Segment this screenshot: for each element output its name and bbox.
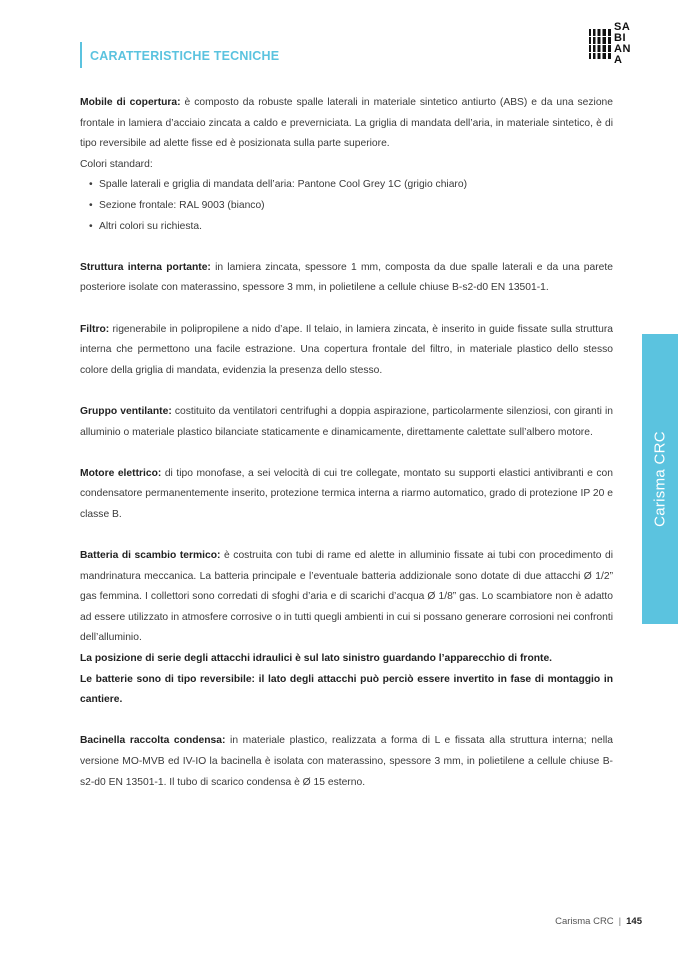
section-paragraph xyxy=(80,402,613,443)
section-text: di tipo monofase, a sei velocità di cui tre collegate, montato su supporti elastici antivibranti e con condensatore permanentemente inserito, protezione termica interna a riarmo automatico, grado di protezione IP 20 e classe B. xyxy=(80,467,613,520)
section-bacinella xyxy=(80,731,613,793)
section-ventilante xyxy=(80,402,613,443)
section-paragraph xyxy=(80,546,613,649)
section-text: in lamiera zincata, spessore 1 mm, composta da due spalle laterali e da una parete posteriore isolate con materassino, spessore 3 mm, in polietilene a cellule chiuse B-s2-d0 EN 13501-1. xyxy=(80,261,613,294)
bold-note: La posizione di serie degli attacchi idraulici è sul lato sinistro guardando l’apparecchio di fronte. xyxy=(80,653,553,665)
page-footer xyxy=(555,916,642,927)
section-text: è costruita con tubi di rame ed alette in alluminio fissate ai tubi con procedimento di mandrinatura meccanica. La batteria principale e l’eventuale batteria addizionale sono dotate di due attacchi Ø 1/2” gas femmina. I collettori sono corredati di sfoghi d’aria e di scarichi d’acqua Ø 1/8” gas. Lo scambiatore non è adatto ad essere utilizzato in atmosfere corrosive o in tutti quegli ambienti in cui si possano generare corrosioni nei confronti dell’alluminio. xyxy=(80,550,614,644)
page-title: CARATTERISTICHE TECNICHE xyxy=(90,49,280,63)
section-paragraph xyxy=(80,258,613,299)
section-text: è composto da robuste spalle laterali in materiale sintetico antiurto (ABS) e da una sezione frontale in lamiera d’acciaio zincata a caldo e preverniciata. La griglia di mandata dell’aria, in materiale sintetico, è di tipo reversibile ad alette fisse ed è posizionata sulla parte superiore. xyxy=(80,97,613,150)
footer-separator: | xyxy=(618,916,622,927)
header-accent-bar xyxy=(80,42,82,68)
spec-content xyxy=(80,93,613,814)
section-label: Motore elettrico: xyxy=(80,467,162,479)
section-paragraph xyxy=(80,731,613,793)
logo-text-line: AN xyxy=(614,43,631,55)
section-text: in materiale plastico, realizzata a forma di L e fissata alla struttura interna; nella versione MO-MVB ed IV-IO la bacinella è isolata con materassino, spessore 3 mm, in polietilene a cellule chiuse B-s2-d0 EN 13501-1. Il tubo di scarico condensa è Ø 15 esterno. xyxy=(80,735,613,788)
section-label: Mobile di copertura: xyxy=(80,97,181,108)
bold-note: Le batterie sono di tipo reversibile: il lato degli attacchi può perciò essere invertito in fase di montaggio in cantiere. xyxy=(80,673,613,706)
section-label: Batteria di scambio termico: xyxy=(80,550,221,562)
logo-halftone-icon xyxy=(589,27,611,61)
list-item: • Altri colori su richiesta. xyxy=(80,217,613,238)
section-paragraph xyxy=(80,320,613,382)
footer-product: Carisma CRC xyxy=(555,916,614,927)
colors-list xyxy=(80,175,613,237)
section-paragraph xyxy=(80,464,613,526)
section-mobile xyxy=(80,93,613,237)
section-label: Gruppo ventilante: xyxy=(80,405,172,417)
colors-title: Colori standard: xyxy=(80,158,153,170)
section-label: Struttura interna portante: xyxy=(80,261,211,273)
logo-text-line: SA xyxy=(614,21,631,33)
section-text: rigenerabile in polipropilene a nido d’ape. Il telaio, in lamiera zincata, è inserito in guide fissate sulla struttura interna che permettono una facile estrazione. Una copertura frontale del filtro, in materiale plastico dello stesso colore della griglia di mandata, evidenzia la presenza dello stesso. xyxy=(80,323,613,376)
side-tab-label: Carisma CRC xyxy=(651,431,669,527)
page-number: 145 xyxy=(626,916,642,927)
section-label: Bacinella raccolta condensa: xyxy=(80,735,226,747)
section-motore xyxy=(80,464,613,526)
sabiana-logo xyxy=(589,21,647,66)
section-struttura xyxy=(80,258,613,299)
section-text: costituito da ventilatori centrifughi a doppia aspirazione, particolarmente silenziosi, con giranti in alluminio o materiale plastico bilanciate staticamente e dinamicamente, direttamente calettate sull’albero motore. xyxy=(80,405,613,438)
section-filtro xyxy=(80,320,613,382)
logo-text-line: BI xyxy=(614,32,626,44)
section-batteria xyxy=(80,546,613,711)
list-item: • Spalle laterali e griglia di mandata dell’aria: Pantone Cool Grey 1C (grigio chiaro) xyxy=(80,175,613,196)
logo-wordmark xyxy=(614,22,631,66)
list-item: • Sezione frontale: RAL 9003 (bianco) xyxy=(80,196,613,217)
section-paragraph xyxy=(80,93,613,155)
side-tab xyxy=(642,334,678,624)
section-label: Filtro: xyxy=(80,323,110,335)
logo-text-line: A xyxy=(614,54,623,66)
